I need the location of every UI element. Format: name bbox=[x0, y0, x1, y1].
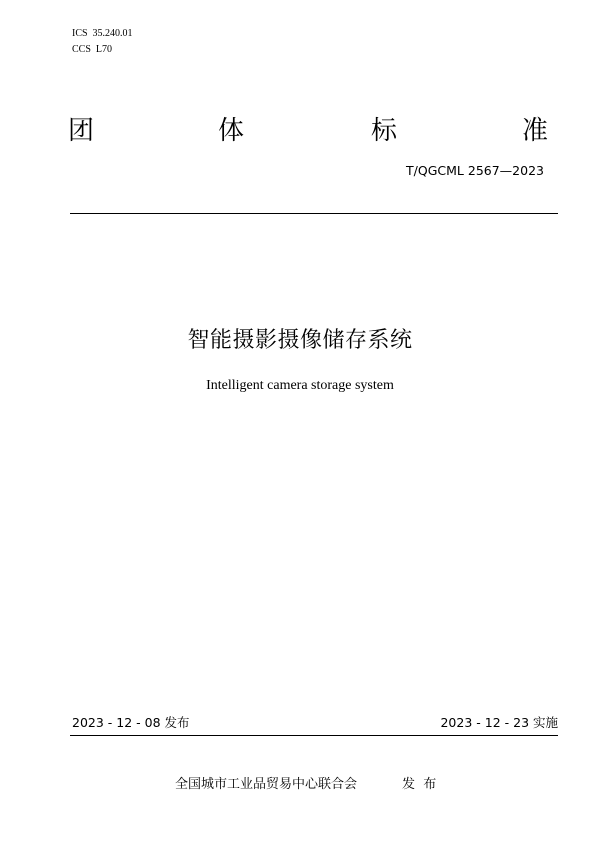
title-english: Intelligent camera storage system bbox=[206, 378, 394, 393]
header-char-2: 体 bbox=[218, 116, 245, 146]
issuer-organization: 全国城市工业品贸易中心联合会 bbox=[175, 777, 358, 792]
header-char-3: 标 bbox=[371, 116, 398, 146]
publish-date: 2023 - 12 - 08 发布 bbox=[72, 715, 190, 730]
standard-code: T/QGCML 2567—2023 bbox=[406, 163, 544, 178]
implement-date: 2023 - 12 - 23 实施 bbox=[440, 715, 558, 730]
header-char-4: 准 bbox=[522, 116, 549, 146]
title-chinese: 智能摄影摄像储存系统 bbox=[187, 328, 413, 353]
ics-code: ICS 35.240.01 bbox=[72, 28, 133, 39]
ccs-code: CCS L70 bbox=[72, 44, 113, 55]
footer-divider bbox=[70, 735, 558, 736]
header-char-1: 团 bbox=[68, 116, 95, 146]
header-divider bbox=[70, 213, 558, 214]
issue-label: 发 布 bbox=[402, 777, 437, 792]
